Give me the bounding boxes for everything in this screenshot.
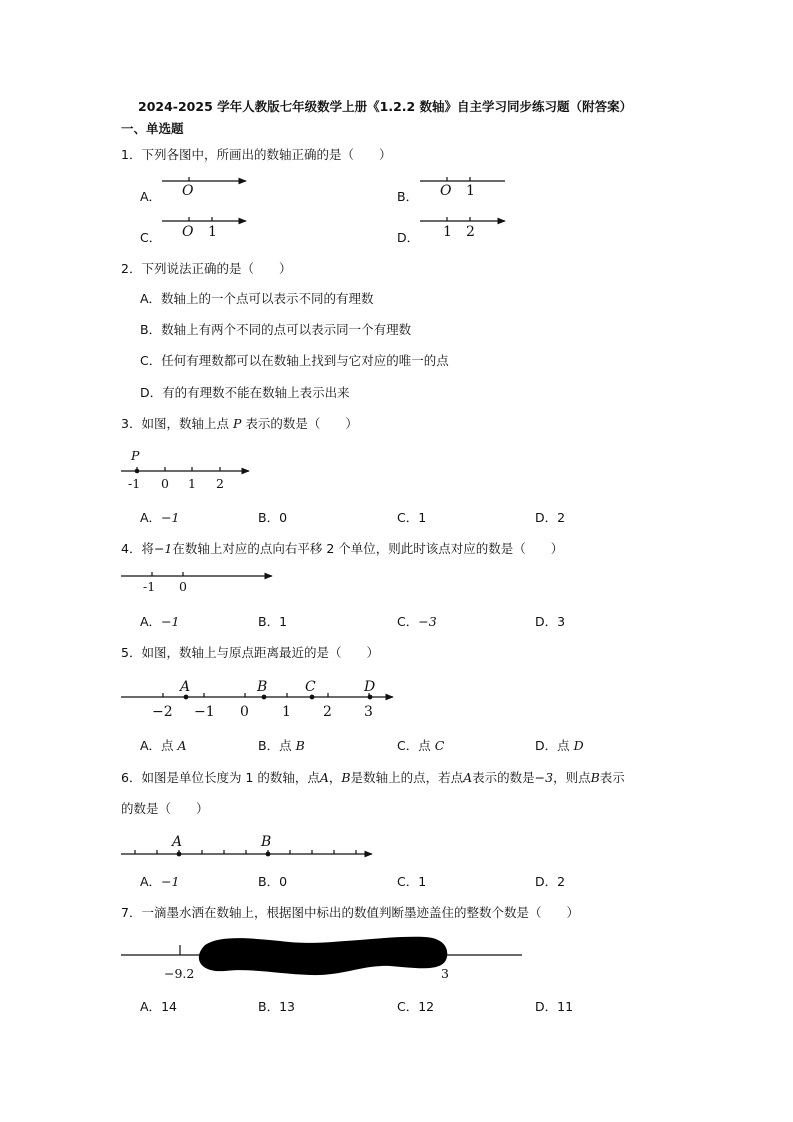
q1-figure-d [420, 217, 505, 221]
q1-figure-c [162, 217, 246, 221]
q5-tick-label: −2 [152, 704, 173, 720]
q1-label-a-o: O [182, 183, 194, 199]
q3-option-a: A．−1 [140, 510, 180, 525]
q3-number-line [121, 467, 249, 471]
q1-label-d-1: 1 [443, 224, 452, 240]
q5-option-a: A．点 A [140, 738, 187, 753]
q1-option-d: D． [397, 230, 420, 245]
q2-option-c: C．任何有理数都可以在数轴上找到与它对应的唯一的点 [140, 353, 449, 368]
q4-option-a: A．−1 [140, 614, 180, 629]
q2-option-a: A．数轴上的一个点可以表示不同的有理数 [140, 291, 374, 306]
q1-label-b-1: 1 [466, 183, 475, 199]
q5-option-c: C．点 C [397, 738, 445, 753]
q5-point-d [368, 695, 373, 700]
q6-label-a: A [172, 834, 183, 850]
q6-label-b: B [261, 834, 272, 850]
q5-tick-label: −1 [194, 704, 215, 720]
q4-tick-label: -1 [143, 579, 156, 594]
q6-point-b [266, 852, 271, 857]
q1-option-a: A． [140, 189, 162, 204]
q3-tick-label: 1 [188, 476, 196, 491]
q2-option-b: B．数轴上有两个不同的点可以表示同一个有理数 [140, 322, 412, 337]
q1-label-d-2: 2 [466, 224, 475, 240]
q3-tick-label: 2 [216, 476, 224, 491]
q5-tick-label: 0 [240, 704, 249, 720]
q3-option-d: D．2 [535, 510, 566, 525]
section-heading: 一、单选题 [121, 121, 184, 136]
q5-tick-label: 1 [282, 704, 291, 720]
page-title: 2024-2025 学年人教版七年级数学上册《1.2.2 数轴》自主学习同步练习题（附答案） [138, 99, 633, 114]
q5-tick-label: 3 [364, 704, 373, 720]
q5-label-a: A [180, 679, 191, 695]
question-3-stem: 3．如图，数轴上点 P 表示的数是（ ） [121, 416, 358, 431]
q4-option-c: C．−3 [397, 614, 437, 629]
question-1-stem: 1．下列各图中，所画出的数轴正确的是（ ） [121, 147, 392, 162]
question-6-stem-line1: 6．如图是单位长度为 1 的数轴，点A，B是数轴上的点，若点A表示的数是−3，则点B表示 [121, 770, 625, 785]
question-7-stem: 7．一滴墨水洒在数轴上，根据图中标出的数值判断墨迹盖住的整数个数是（ ） [121, 905, 579, 920]
q7-right-label: 3 [441, 966, 449, 981]
q5-label-d: D [364, 679, 376, 695]
question-5-stem: 5．如图，数轴上与原点距离最近的是（ ） [121, 645, 379, 660]
q1-label-b-o: O [440, 183, 452, 199]
q5-point-c [310, 695, 315, 700]
q3-tick-label: 0 [161, 476, 169, 491]
q5-option-b: B．点 B [258, 738, 305, 753]
question-4-stem: 4．将−1在数轴上对应的点向右平移 2 个单位，则此时该点对应的数是（ ） [121, 541, 564, 556]
q1-option-b: B． [397, 189, 419, 204]
q4-number-line [121, 572, 272, 576]
q3-point-p [135, 469, 140, 474]
question-6-stem-line2: 的数是（ ） [121, 801, 209, 816]
q5-label-b: B [257, 679, 268, 695]
q5-label-c: C [305, 679, 316, 695]
q4-option-b: B．1 [258, 614, 288, 629]
q6-number-line [121, 850, 372, 854]
q7-ink-blot [199, 937, 447, 975]
question-2-stem: 2．下列说法正确的是（ ） [121, 261, 292, 276]
q6-option-d: D．2 [535, 874, 566, 889]
q6-point-a [177, 852, 182, 857]
q1-figure-b [420, 177, 505, 181]
q1-label-c-1: 1 [208, 224, 217, 240]
q4-option-d: D．3 [535, 614, 566, 629]
q5-tick-label: 2 [323, 704, 332, 720]
q7-left-label: −9.2 [164, 966, 195, 981]
q5-point-b [262, 695, 267, 700]
q6-option-b: B．0 [258, 874, 288, 889]
q7-option-a: A．14 [140, 999, 177, 1014]
q5-option-d: D．点 D [535, 738, 584, 753]
q6-option-a: A．−1 [140, 874, 180, 889]
q3-option-c: C．1 [397, 510, 427, 525]
q1-figure-a [162, 177, 246, 181]
q3-tick-label: -1 [128, 476, 141, 491]
q1-option-c: C． [140, 230, 162, 245]
q4-tick-label: 0 [179, 579, 187, 594]
q6-option-c: C．1 [397, 874, 427, 889]
q3-label-p: P [131, 448, 140, 463]
q7-option-b: B．13 [258, 999, 295, 1014]
q7-option-d: D．11 [535, 999, 574, 1014]
q5-point-a [184, 695, 189, 700]
q3-option-b: B．0 [258, 510, 288, 525]
q7-option-c: C．12 [397, 999, 435, 1014]
q2-option-d: D．有的有理数不能在数轴上表示出来 [140, 385, 350, 400]
q1-label-c-o: O [182, 224, 194, 240]
